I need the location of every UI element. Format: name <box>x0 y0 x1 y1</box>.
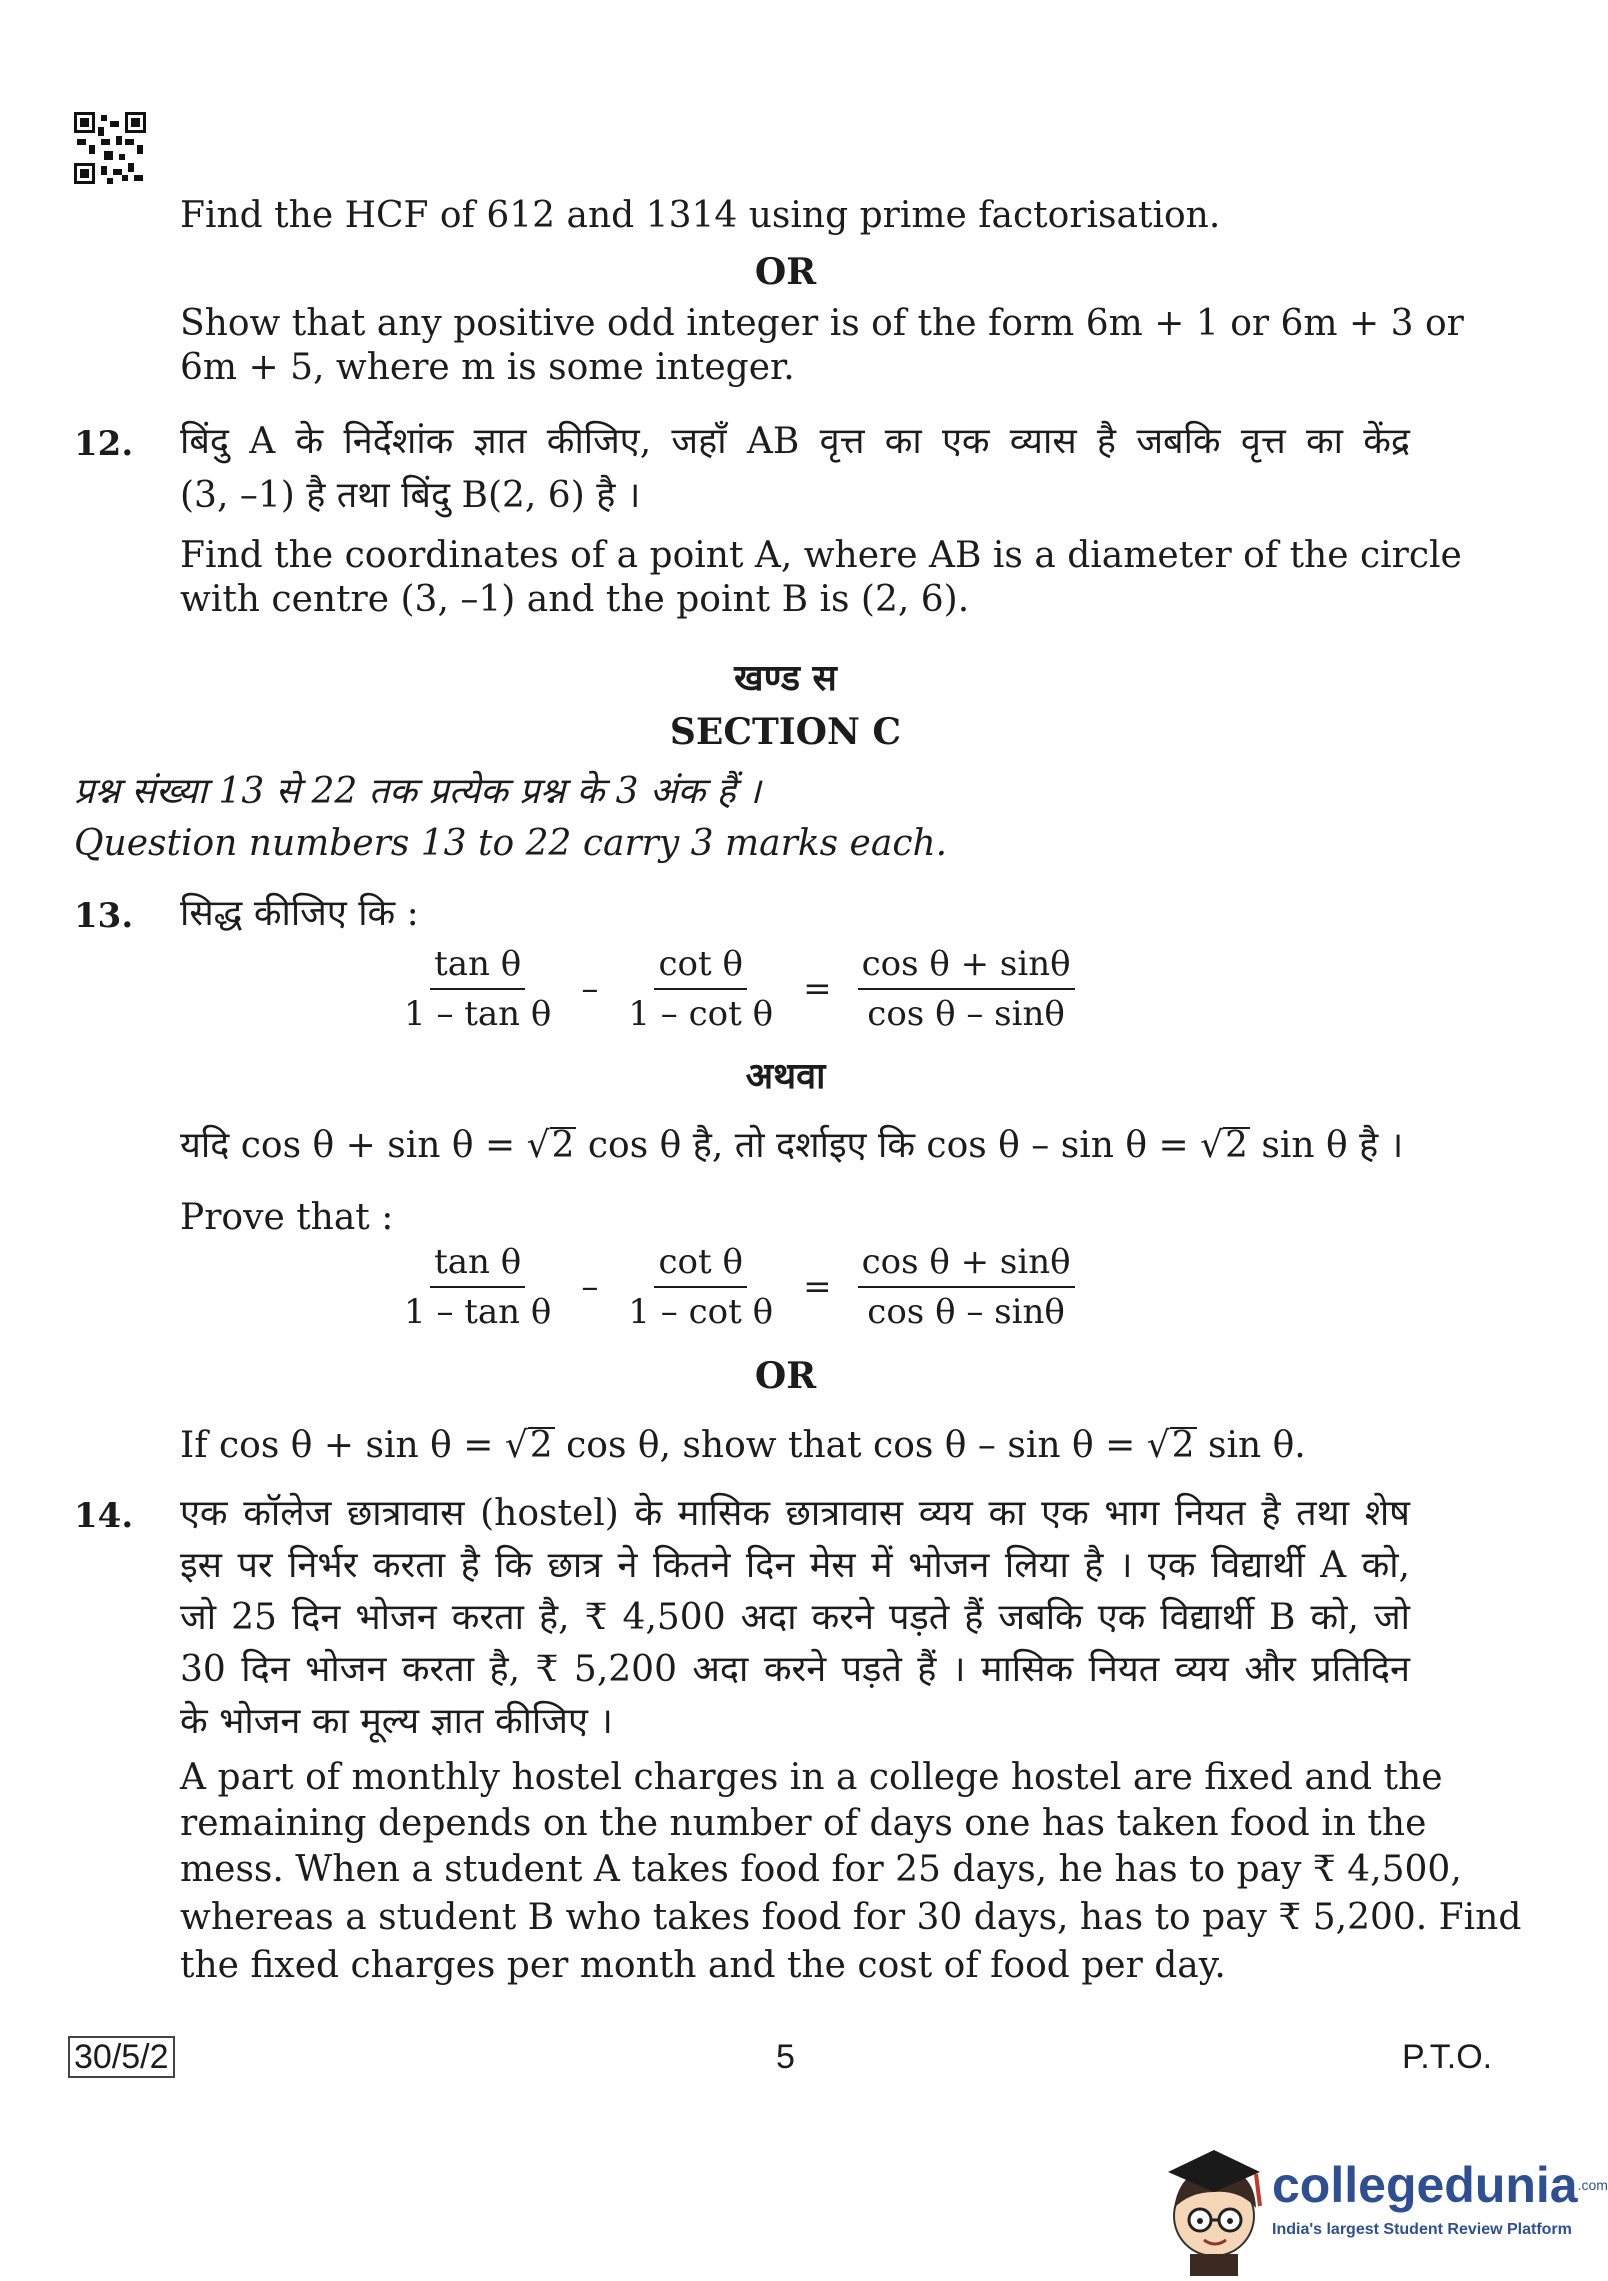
q14-english-line3: mess. When a student A takes food for 25 days, he has to pay ₹ 4,500, <box>180 1849 1462 1890</box>
q13-alt-hindi: यदि cos θ + sin θ = √2 cos θ है, तो दर्शाइए कि cos θ – sin θ = √2 sin θ है । <box>180 1125 1404 1166</box>
q14-hindi-line1: एक कॉलेज छात्रावास (hostel) के मासिक छात्रावास व्यय का एक भाग नियत है तथा शेष <box>180 1493 1410 1534</box>
fraction-cos-sin: $\frac{\text{cos θ + sinθ}}{\text{cos θ – sinθ}}$ <box>858 1242 1075 1332</box>
q12-hindi-line1: बिंदु A के निर्देशांक ज्ञात कीजिए, जहाँ AB वृत्त का एक व्यास है जबकि वृत्त का केंद्र <box>180 421 1410 462</box>
section-note-hindi: प्रश्न संख्या 13 से 22 तक प्रत्येक प्रश्न के 3 अंक हैं । <box>74 771 761 812</box>
q11-or: OR <box>754 251 817 293</box>
paper-code: 30/5/2 <box>68 2038 175 2076</box>
mascot-logo-icon <box>1160 2142 1268 2276</box>
q12-english-line1: Find the coordinates of a point A, where AB is a diameter of the circle <box>180 535 1462 576</box>
q13-number: 13. <box>74 896 134 936</box>
logo-brand: collegedunia$^{.com}$ <box>1272 2157 1608 2213</box>
q13-english-prompt: Prove that : <box>180 1197 394 1238</box>
fraction-cot: $\frac{\text{cot θ}}{\text{1 – cot θ}}$ <box>628 944 774 1034</box>
section-note-english: Question numbers 13 to 22 carry 3 marks each. <box>74 823 948 864</box>
pto-label: P.T.O. <box>1402 2038 1493 2076</box>
fraction-cos-sin: $\frac{\text{cos θ + sinθ}}{\text{cos θ – sinθ}}$ <box>858 944 1075 1034</box>
logo-tagline: India's largest Student Review Platform <box>1272 2221 1572 2238</box>
q14-hindi-line4: 30 दिन भोजन करता है, ₹ 5,200 अदा करने पड़ते हैं । मासिक नियत व्यय और प्रतिदिन <box>180 1649 1410 1690</box>
q14-english-line5: the fixed charges per month and the cost of food per day. <box>180 1945 1226 1986</box>
q12-english-line2: with centre (3, –1) and the point B is (2, 6). <box>180 579 970 620</box>
fraction-cot: $\frac{\text{cot θ}}{\text{1 – cot θ}}$ <box>628 1242 774 1332</box>
fraction-tan: $\frac{\text{tan θ}}{\text{1 – tan θ}}$ <box>404 1242 552 1332</box>
q11-alt-line1: Show that any positive odd integer is of the form 6m + 1 or 6m + 3 or <box>180 303 1464 344</box>
q13-alt-english: If cos θ + sin θ = √2 cos θ, show that cos θ – sin θ = √2 sin θ. <box>180 1425 1306 1466</box>
q14-hindi-line2: इस पर निर्भर करता है कि छात्र ने कितने दिन मेस में भोजन लिया है । एक विद्यार्थी A को, <box>180 1545 1410 1586</box>
q12-hindi-line2: (3, –1) है तथा बिंदु B(2, 6) है । <box>180 475 641 516</box>
q11-text: Find the HCF of 612 and 1314 using prime factorisation. <box>180 195 1221 236</box>
q14-hindi-line3: जो 25 दिन भोजन करता है, ₹ 4,500 अदा करने पड़ते हैं जबकि एक विद्यार्थी B को, जो <box>180 1597 1410 1638</box>
q13-hindi-prompt: सिद्ध कीजिए कि : <box>180 893 419 934</box>
qr-code-icon <box>74 112 146 184</box>
q11-alt-line2: 6m + 5, where m is some integer. <box>180 347 795 388</box>
q13-identity-hindi: $\frac{\text{tan θ}}{\text{1 – tan θ}}$ – $\frac{\text{cot θ}}{\text{1 – cot θ}}$ = $\frac{\text{cos θ + sinθ}}{\text{cos θ – sinθ}}$ <box>400 944 1075 1034</box>
q14-hindi-line5: के भोजन का मूल्य ज्ञात कीजिए । <box>180 1701 613 1742</box>
q12-number: 12. <box>74 424 134 464</box>
q14-english-line2: remaining depends on the number of days one has taken food in the <box>180 1803 1427 1844</box>
q13-or-hindi: अथवा <box>745 1055 826 1097</box>
q13-identity-english: $\frac{\text{tan θ}}{\text{1 – tan θ}}$ – $\frac{\text{cot θ}}{\text{1 – cot θ}}$ = $\frac{\text{cos θ + sinθ}}{\text{cos θ – sinθ}}$ <box>400 1242 1075 1332</box>
fraction-tan: $\frac{\text{tan θ}}{\text{1 – tan θ}}$ <box>404 944 552 1034</box>
q14-number: 14. <box>74 1496 134 1536</box>
section-title: SECTION C <box>669 711 902 753</box>
section-title-hindi: खण्ड स <box>734 657 837 699</box>
page-number: 5 <box>776 2038 795 2076</box>
q14-english-line1: A part of monthly hostel charges in a college hostel are fixed and the <box>180 1757 1443 1798</box>
q13-or-english: OR <box>754 1355 817 1397</box>
q14-english-line4: whereas a student B who takes food for 30 days, has to pay ₹ 5,200. Find <box>180 1897 1522 1938</box>
